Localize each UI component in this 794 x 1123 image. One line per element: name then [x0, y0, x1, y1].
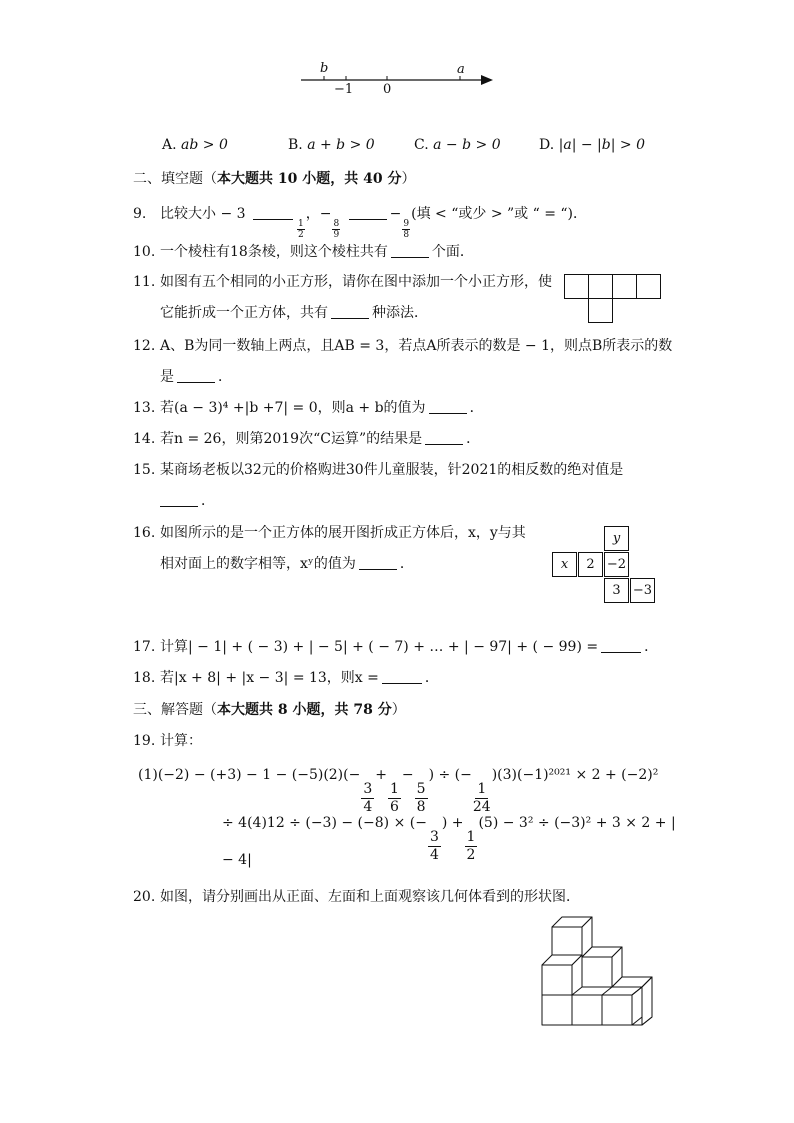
- q10-blank[interactable]: [391, 243, 429, 258]
- q17-blank[interactable]: [601, 638, 641, 653]
- number-line-label-b: b: [320, 61, 329, 76]
- option-a[interactable]: [162, 137, 228, 153]
- net-cell-2: 2: [578, 552, 603, 577]
- option-b-text: a + b > 0: [307, 137, 375, 153]
- question-11-line2: 它能折成一个正方体，共有 种添法．: [160, 305, 428, 321]
- question-20: 20. 如图，请分别画出从正面、左面和上面观察该几何体看到的形状图．: [133, 889, 580, 905]
- net-cell-neg3: −3: [630, 578, 655, 603]
- section-answer-title: 三、解答题（本大题共 8 小题，共 78 分）: [133, 702, 406, 718]
- question-19-expr-line1: (1)(−2) − (+3) − 1 − (−5)(2)(− $\frac{3}{4}$ + $\frac{1}{6}$ − $\frac{5}{8}$ ) ÷ (− $\frac{1}{24}$ )(3)(−1)²⁰²¹ × 2 + (−2)²: [138, 767, 659, 815]
- net-cell-3: 3: [604, 578, 629, 603]
- number-line-label-a: a: [457, 62, 465, 77]
- question-16-line2: 相对面上的数字相等，xʸ的值为 ．: [160, 556, 414, 572]
- question-13: 13. 若(a − 3)⁴ +|b +7| = 0，则a + b的值为 ．: [133, 400, 484, 416]
- q9-blank-2[interactable]: [349, 205, 387, 220]
- question-19-expr-line2: ÷ 4(4)12 ÷ (−3) − (−8) × (− $\frac{3}{4}$ ) + $\frac{1}{2}$ (5) − 3² ÷ (−3)² + 3 × 2 + |: [222, 815, 676, 863]
- option-d[interactable]: [539, 137, 645, 153]
- q12-blank[interactable]: [177, 368, 215, 383]
- question-12: 12. A、B为同一数轴上两点，且AB = 3，若点A所表示的数是 − 1，则点B所表示的数: [133, 338, 673, 354]
- option-c-letter: C.: [414, 137, 429, 153]
- question-17: 17. 计算| − 1| + ( − 3) + | − 5| + ( − 7) + … + | − 97| + ( − 99) = ．: [133, 639, 659, 655]
- option-d-letter: D.: [539, 137, 555, 153]
- q16-blank[interactable]: [359, 555, 397, 570]
- option-a-letter: A.: [162, 137, 177, 153]
- question-15-line2: ．: [160, 490, 215, 510]
- option-c[interactable]: [414, 137, 501, 153]
- q11-squares-figure: [564, 274, 661, 324]
- q9-blank-1[interactable]: [253, 205, 293, 220]
- q16-cube-net: [552, 526, 656, 604]
- net-cell-y: y: [604, 526, 629, 551]
- question-15: 15. 某商场老板以32元的价格购进30件儿童服装，针2021的相反数的绝对值是: [133, 462, 624, 478]
- q15-blank[interactable]: [160, 492, 198, 507]
- net-cell-neg2: −2: [604, 552, 629, 577]
- q11-blank[interactable]: [331, 304, 369, 319]
- question-19-expr-line3: − 4|: [222, 852, 252, 868]
- q20-cube-stack-figure: [538, 912, 658, 1030]
- q13-blank[interactable]: [429, 399, 467, 414]
- question-9: 9. 比较大小 − 3 $\frac{1}{2}$ ，− $\frac{8}{9}$ − $\frac{9}{8}$ (填 < “或少 > ”或 “ = “)．: [133, 206, 588, 240]
- question-12-line2: 是 ．: [160, 369, 232, 385]
- option-b-letter: B.: [288, 137, 303, 153]
- question-18: 18. 若|x + 8| + |x − 3| = 13，则x = ．: [133, 670, 439, 686]
- section-fill-in-title: 二、填空题（本大题共 10 小题，共 40 分）: [133, 171, 416, 187]
- number-line-tick-0: 0: [383, 82, 392, 97]
- q18-blank[interactable]: [382, 669, 422, 684]
- option-d-text: |a| − |b| > 0: [558, 137, 645, 153]
- question-10: 10. 一个棱柱有18条棱，则这个棱柱共有 个面．: [133, 244, 474, 260]
- option-a-text: ab > 0: [181, 137, 228, 153]
- net-cell-x: x: [552, 552, 577, 577]
- number-line-tick-neg1: −1: [334, 82, 354, 97]
- question-11: 11. 如图有五个相同的小正方形，请你在图中添加一个小正方形，使: [133, 274, 552, 290]
- question-19: 19. 计算：: [133, 733, 202, 749]
- option-b[interactable]: [288, 137, 375, 153]
- question-14: 14. 若n = 26，则第2019次“C运算”的结果是 ．: [133, 431, 481, 447]
- q14-blank[interactable]: [425, 430, 463, 445]
- option-c-text: a − b > 0: [433, 137, 501, 153]
- question-16: 16. 如图所示的是一个正方体的展开图折成正方体后，x，y与其: [133, 525, 526, 541]
